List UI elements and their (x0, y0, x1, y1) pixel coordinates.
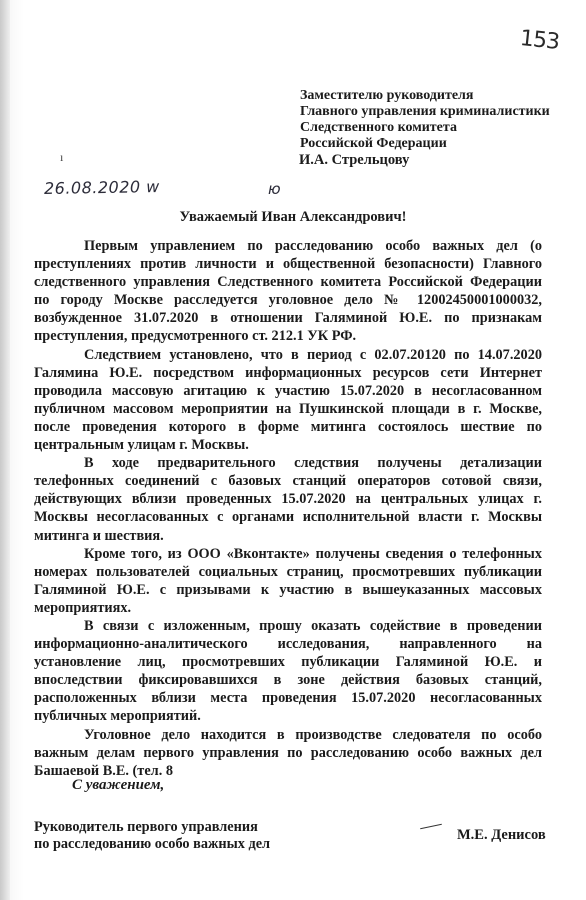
signer-title-line: Руководитель первого управления (34, 819, 258, 835)
signer-title (34, 819, 270, 852)
paragraph: Следствием установлено, что в период с 02.07.20120 по 14.07.2020 Галямина Ю.Е. посредством информационных ресурсов сети Интернет проводила массовую агитацию к участию 15.07.2020 в несогласованном публичном массовом мероприятии на Пушкинской площади в г. Москве, после проведения которого в форме митинга состоялось шествие по центральным улицам г. Москвы. (34, 346, 542, 454)
signature-stroke (420, 824, 442, 830)
page-left-edge (0, 0, 10, 900)
paragraph: Первым управлением по расследованию особо важных дел (о преступлениях против личности и общественной безопасности) Главного следственного управления Следственного комитета Российской Федерации по городу Москве расследуется уголовное дело № 12002450001000032, возбужденное 31.07.2020 в отношении Галяминой Ю.Е. по признакам преступления, предусмотренного ст. 212.1 УК РФ. (34, 238, 542, 345)
handwritten-date-note: 26.08.2020 w (43, 176, 160, 199)
handwritten-tail: ю (268, 180, 281, 198)
signer-title-line: по расследованию особо важных дел (34, 835, 271, 852)
page-number: 153 (518, 26, 561, 55)
addressee-block (300, 88, 570, 152)
addressee-name: И.А. Стрельцову (299, 152, 410, 168)
addressee-line: Заместителю руководителя (300, 88, 474, 103)
paragraph: Кроме того, из ООО «Вконтакте» получены сведения о телефонных номерах пользователей социальных страниц, просмотревших публикации Галяминой Ю.Е. с призывами к участию в вышеуказанных массовых мероприятиях. (34, 545, 542, 616)
letter-body (34, 237, 542, 780)
addressee-line: Российской Федерации (300, 136, 447, 151)
signer-name: М.Е. Денисов (457, 827, 546, 843)
paragraph: В связи с изложенным, прошу оказать содействие в проведении информационно-аналитического исследования, направленного на установление лиц, просмотревших публикации Галяминой Ю.Е. и впоследствии фиксировавшихся в зоне действия базовых станций, расположенных вблизи места проведения 15.07.2020 несогласованных публичных мероприятий. (34, 617, 542, 725)
pen-mark: ı (60, 150, 64, 164)
salutation: Уважаемый Иван Александрович! (179, 209, 407, 225)
addressee-line: Следственного комитета (300, 120, 457, 135)
paragraph: В ходе предварительного следствия получены детализации телефонных соединений с базовых станций операторов сотовой связи, действующих вблизи проведенных 15.07.2020 на центральных улицах г. Москвы несогласованных с органами исполнительной власти г. Москвы митинга и шествия. (34, 455, 542, 544)
paragraph: Уголовное дело находится в производстве следователя по особо важным делам первого управления по расследованию особо важных дел Башаевой В.Е. (тел. 8 (34, 726, 542, 779)
addressee-line: Главного управления криминалистики (300, 104, 550, 119)
closing-phrase: С уважением, (72, 777, 165, 793)
